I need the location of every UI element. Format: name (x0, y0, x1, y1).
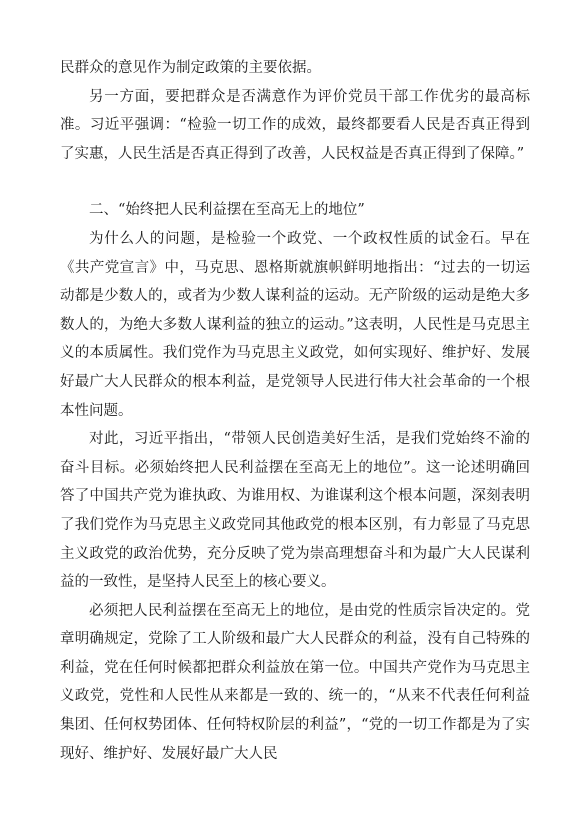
paragraph-party-nature: 必须把人民利益摆在至高无上的地位，是由党的性质宗旨决定的。党章明确规定，党除了工人阶级和最广大人民群众的利益，没有自己特殊的利益，党在任何时候都把群众利益放在第一位。中国共产党作为马克思主义政党，党性和人民性从来都是一致的、统一的，“从来不代表任何利益集团、任何权势团体、任何特权阶层的利益”，“党的一切工作都是为了实现好、维护好、发展好最广大人民 (60, 602, 530, 762)
paragraph-xi-statement: 对此，习近平指出，“带领人民创造美好生活，是我们党始终不渝的奋斗目标。必须始终把人民利益摆在至高无上的地位”。这一论述明确回答了中国共产党为谁执政、为谁用权、为谁谋利这个根本问题，深刻表明了我们党作为马克思主义政党同其他政党的根本区别，有力彰显了马克思主义政党的政治优势，充分反映了党为崇高理想奋斗和为最广大人民谋利益的一致性，是坚持人民至上的核心要义。 (60, 431, 530, 591)
paragraph-continuation: 民群众的意见作为制定政策的主要依据。 (60, 60, 321, 76)
paragraph-evaluation-standard: 另一方面，要把群众是否满意作为评价党员干部工作优劣的最高标准。习近平强调：“检验一切工作的成效，最终都要看人民是否真正得到了实惠，人民生活是否真正得到了改善，人民权益是否真正得到了保障。” (60, 88, 530, 162)
section-heading-two: 二、“始终把人民利益摆在至高无上的地位” (89, 202, 365, 219)
paragraph-touchstone: 为什么人的问题，是检验一个政党、一个政权性质的试金石。早在《共产党宣言》中，马克思、恩格斯就旗帜鲜明地指出：“过去的一切运动都是少数人的，或者为少数人谋利益的运动。无产阶级的运动是绝大多数人的，为绝大多数人谋利益的独立的运动。”这表明，人民性是马克思主义的本质属性。我们党作为马克思主义政党，如何实现好、维护好、发展好最广大人民群众的根本利益，是党领导人民进行伟大社会革命的一个根本性问题。 (60, 230, 530, 419)
document-page (60, 54, 530, 768)
